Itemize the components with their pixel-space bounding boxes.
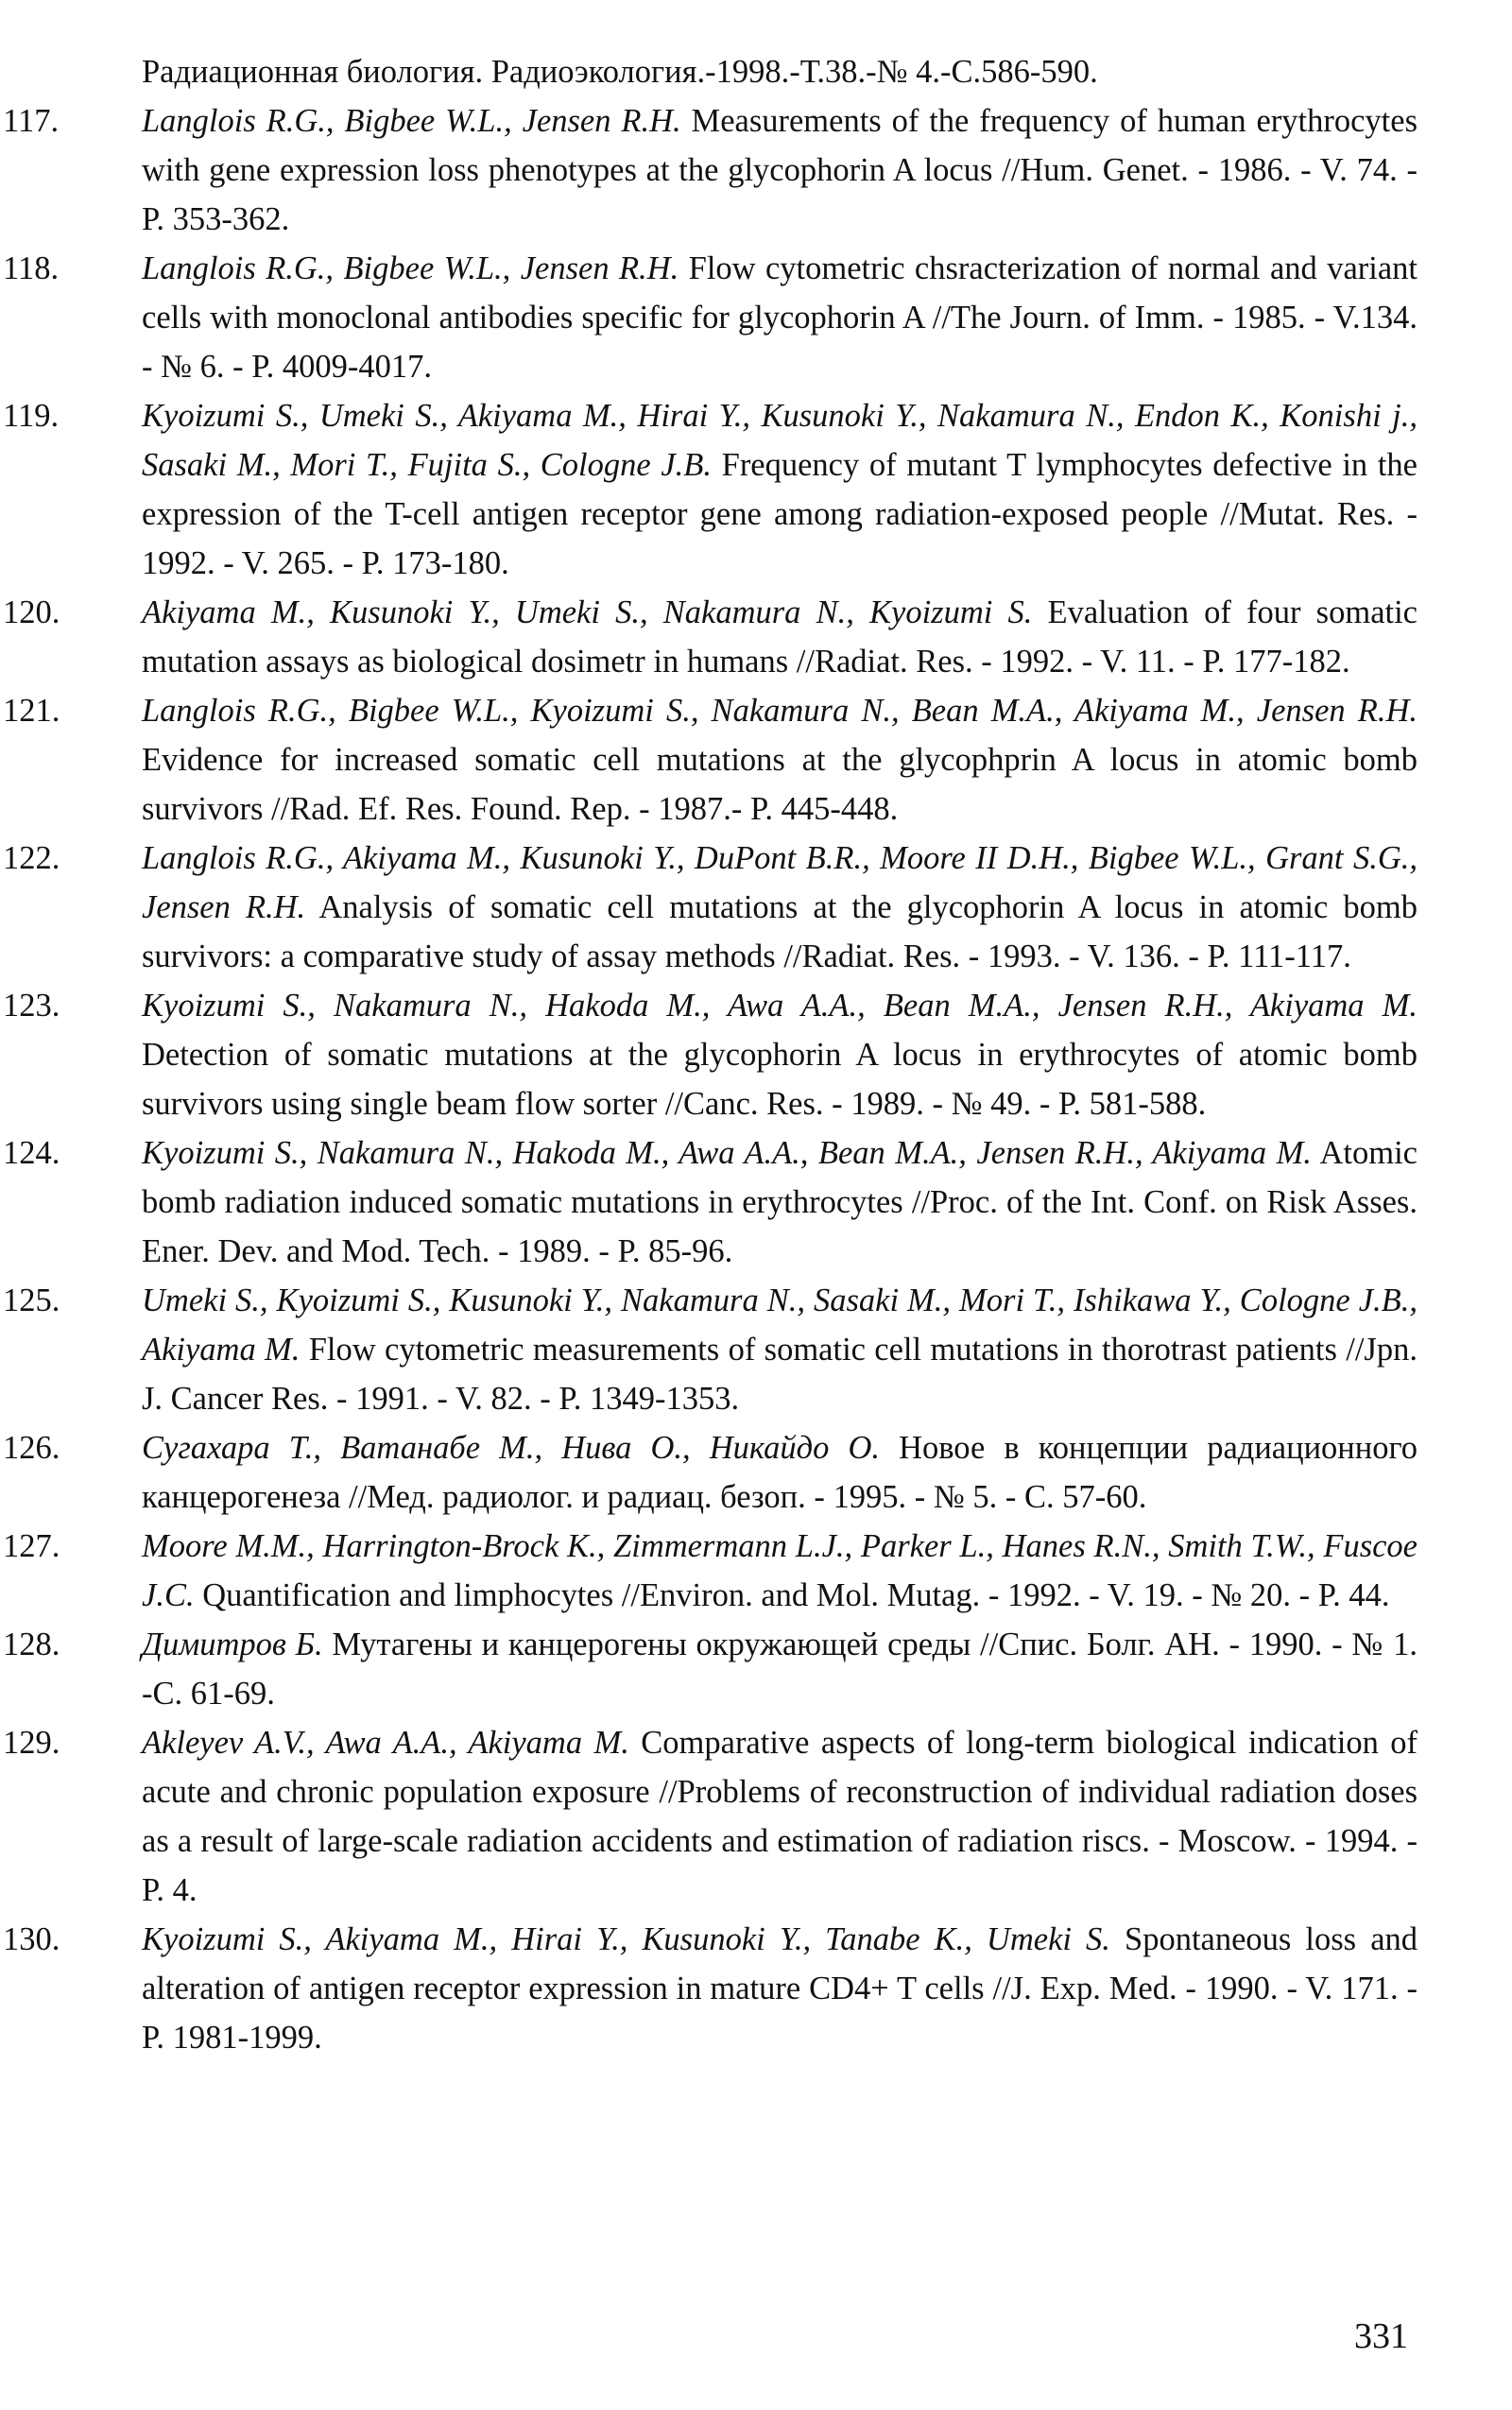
reference-authors: Akleyev A.V., Awa A.A., Akiyama M. xyxy=(142,1725,629,1761)
reference-number: 122. xyxy=(3,840,60,876)
reference-list xyxy=(3,47,1418,2062)
reference-authors: Moore M.M., Harrington-Brock K., Zimmermann L.J., Parker L., Hanes R.N., Smith T.W., Fuscoe J.C. xyxy=(142,1528,1418,1613)
reference-number: 123. xyxy=(3,988,60,1024)
reference-text: Comparative aspects of long-term biological indication of acute and chronic population exposure //Problems of reconstruction of individual radiation doses as a result of large-scale radiation accidents and estimation of radiation riscs. - Moscow. - 1994. - P. 4. xyxy=(142,1725,1418,1908)
reference-item xyxy=(3,1620,1418,1718)
reference-number: 117. xyxy=(3,103,60,139)
reference-authors: Langlois R.G., Bigbee W.L., Jensen R.H. xyxy=(142,103,681,139)
reference-text: Flow cytometric measurements of somatic cell mutations in thorotrast patients //Jpn. J. Cancer Res. - 1991. - V. 82. - P. 1349-1353. xyxy=(142,1332,1418,1417)
reference-number: 129. xyxy=(3,1725,60,1761)
reference-text: Мутагены и канцерогены окружающей среды //Спис. Болг. АН. - 1990. - № 1. -С. 61-69. xyxy=(142,1627,1418,1712)
reference-text: Analysis of somatic cell mutations at the glycophorin A locus in atomic bomb survivors: a comparative study of assay methods //Radiat. Res. - 1993. - V. 136. - P. 111-117. xyxy=(142,889,1418,974)
reference-text: Spontaneous loss and alteration of antigen receptor expression in mature CD4+ T cells //J. Exp. Med. - 1990. - V. 171. - P. 1981-1999. xyxy=(142,1921,1418,2056)
reference-text: Flow cytometric chsracterization of normal and variant cells with monoclonal antibodies specific for glycophorin A //The Journ. of Imm. - 1985. - V.134. - № 6. - P. 4009-4017. xyxy=(142,250,1418,385)
reference-text: Quantification and limphocytes //Environ. and Mol. Mutag. - 1992. - V. 19. - № 20. - P. 44. xyxy=(194,1577,1390,1613)
reference-item xyxy=(3,1718,1418,1915)
reference-continuation: Радиационная биология. Радиоэкология.-1998.-Т.38.-№ 4.-С.586-590. xyxy=(142,54,1098,90)
reference-text: Measurements of the frequency of human erythrocytes with gene expression loss phenotypes at the glycophorin A locus //Hum. Genet. - 1986. - V. 74. - P. 353-362. xyxy=(142,103,1418,237)
reference-number: 127. xyxy=(3,1528,60,1564)
reference-text: Atomic bomb radiation induced somatic mutations in erythrocytes //Proc. of the Int. Conf. on Risk Asses. Ener. Dev. and Mod. Tech. - 1989. - P. 85-96. xyxy=(142,1135,1418,1269)
reference-item xyxy=(3,1915,1418,2062)
reference-number: 125. xyxy=(3,1282,60,1318)
reference-authors: Akiyama M., Kusunoki Y., Umeki S., Nakamura N., Kyoizumi S. xyxy=(142,594,1033,630)
reference-item xyxy=(3,1423,1418,1522)
reference-item xyxy=(3,1276,1418,1423)
reference-authors: Umeki S., Kyoizumi S., Kusunoki Y., Nakamura N., Sasaki M., Mori T., Ishikawa Y., Cologne J.B., Akiyama M. xyxy=(142,1282,1418,1368)
reference-authors: Langlois R.G., Bigbee W.L., Jensen R.H. xyxy=(142,250,679,286)
reference-authors: Kyoizumi S., Nakamura N., Hakoda M., Awa A.A., Bean M.A., Jensen R.H., Akiyama M. xyxy=(142,1135,1312,1171)
reference-text: Новое в концепции радиационного канцерогенеза //Мед. радиолог. и радиац. безоп. - 1995. - № 5. - С. 57-60. xyxy=(142,1430,1418,1515)
reference-number: 126. xyxy=(3,1430,60,1466)
reference-text: Evaluation of four somatic mutation assays as biological dosimetr in humans //Radiat. Res. - 1992. - V. 11. - P. 177-182. xyxy=(142,594,1418,680)
reference-item xyxy=(3,244,1418,391)
reference-item xyxy=(3,834,1418,981)
reference-authors: Сугахара Т., Ватанабе М., Нива О., Никайдо О. xyxy=(142,1430,880,1466)
reference-item xyxy=(3,981,1418,1128)
reference-number: 121. xyxy=(3,693,60,729)
reference-number: 128. xyxy=(3,1627,60,1662)
reference-number: 120. xyxy=(3,594,60,630)
reference-item xyxy=(3,588,1418,686)
reference-item xyxy=(3,391,1418,588)
reference-text: Detection of somatic mutations at the glycophorin A locus in erythrocytes of atomic bomb survivors using single beam flow sorter //Canc. Res. - 1989. - № 49. - P. 581-588. xyxy=(142,1037,1418,1122)
reference-number: 119. xyxy=(3,398,60,434)
reference-number: 118. xyxy=(3,250,60,286)
reference-text: Frequency of mutant T lymphocytes defective in the expression of the T-cell antigen receptor gene among radiation-exposed people //Mutat. Res. - 1992. - V. 265. - P. 173-180. xyxy=(142,447,1418,581)
reference-item xyxy=(3,1128,1418,1276)
reference-item xyxy=(3,96,1418,244)
reference-number: 130. xyxy=(3,1921,60,1957)
reference-number: 124. xyxy=(3,1135,60,1171)
reference-authors: Димитров Б. xyxy=(142,1627,323,1662)
reference-authors: Langlois R.G., Bigbee W.L., Kyoizumi S., Nakamura N., Bean M.A., Akiyama M., Jensen R.H. xyxy=(142,693,1418,729)
reference-text: Evidence for increased somatic cell mutations at the glycophprin A locus in atomic bomb survivors //Rad. Ef. Res. Found. Rep. - 1987.- P. 445-448. xyxy=(142,742,1418,827)
reference-authors: Langlois R.G., Akiyama M., Kusunoki Y., DuPont B.R., Moore II D.H., Bigbee W.L., Grant S.G., Jensen R.H. xyxy=(142,840,1418,925)
reference-item xyxy=(3,686,1418,834)
reference-authors: Kyoizumi S., Akiyama M., Hirai Y., Kusunoki Y., Tanabe K., Umeki S. xyxy=(142,1921,1110,1957)
page-number: 331 xyxy=(1354,2316,1408,2356)
reference-authors: Kyoizumi S., Nakamura N., Hakoda M., Awa A.A., Bean M.A., Jensen R.H., Akiyama M. xyxy=(142,988,1418,1024)
reference-authors: Kyoizumi S., Umeki S., Akiyama M., Hirai Y., Kusunoki Y., Nakamura N., Endon K., Konishi j., Sasaki M., Mori T., Fujita S., Cologne J.B. xyxy=(142,398,1418,483)
reference-item xyxy=(3,1522,1418,1620)
